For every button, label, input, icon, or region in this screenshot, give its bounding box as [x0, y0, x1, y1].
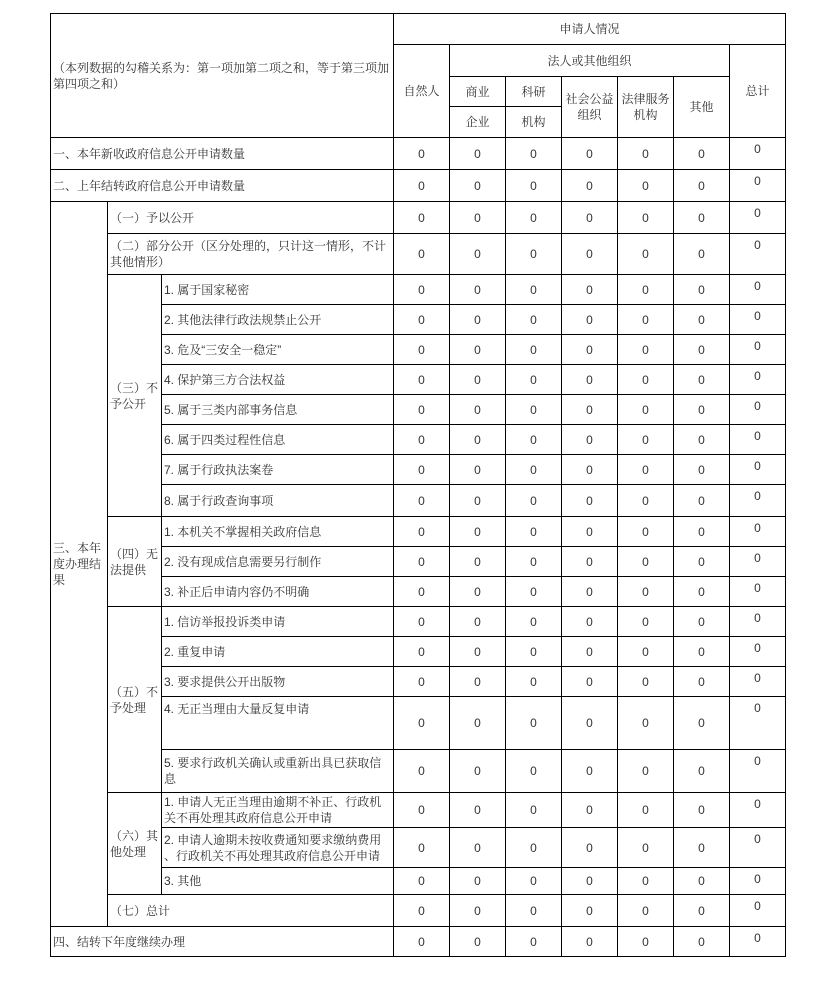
value-cell: 0: [393, 828, 449, 868]
header-public-welfare-org: 社会公益组织: [561, 77, 617, 138]
value-cell: 0: [449, 828, 505, 868]
note-cell: （本列数据的勾稽关系为：第一项加第二项之和，等于第三项加第四项之和）: [50, 14, 393, 138]
row-label: （七）总计: [107, 895, 393, 927]
value-cell: 0: [617, 275, 673, 305]
row-label: 一、本年新收政府信息公开申请数量: [50, 138, 393, 170]
row-label: 1. 信访举报投诉类申请: [161, 607, 393, 637]
value-cell: 0: [449, 170, 505, 202]
value-cell: 0: [449, 697, 505, 750]
value-cell: 0: [505, 517, 561, 547]
value-cell: 0: [505, 750, 561, 793]
value-cell: 0: [673, 895, 729, 927]
value-cell: 0: [617, 170, 673, 202]
total-value-cell: 0: [729, 517, 785, 547]
value-cell: 0: [449, 275, 505, 305]
header-legal-service-org: 法律服务机构: [617, 77, 673, 138]
table-row-carry-to-next-year: [50, 927, 785, 957]
value-cell: 0: [505, 275, 561, 305]
value-cell: 0: [505, 793, 561, 828]
value-cell: 0: [449, 234, 505, 275]
value-cell: 0: [561, 202, 617, 234]
value-cell: 0: [561, 138, 617, 170]
value-cell: 0: [505, 828, 561, 868]
value-cell: 0: [393, 547, 449, 577]
value-cell: 0: [393, 750, 449, 793]
value-cell: 0: [393, 895, 449, 927]
table-row: [50, 607, 785, 637]
value-cell: 0: [673, 547, 729, 577]
table-row: [50, 667, 785, 697]
value-cell: 0: [449, 607, 505, 637]
total-value-cell: 0: [729, 895, 785, 927]
value-cell: 0: [617, 517, 673, 547]
table-row: [50, 697, 785, 750]
value-cell: 0: [449, 202, 505, 234]
value-cell: 0: [617, 425, 673, 455]
value-cell: 0: [505, 335, 561, 365]
table-row: [50, 365, 785, 395]
value-cell: 0: [561, 793, 617, 828]
total-value-cell: 0: [729, 793, 785, 828]
value-cell: 0: [449, 667, 505, 697]
value-cell: 0: [505, 868, 561, 895]
value-cell: 0: [449, 517, 505, 547]
value-cell: 0: [673, 828, 729, 868]
row-label: 1. 本机关不掌握相关政府信息: [161, 517, 393, 547]
value-cell: 0: [505, 607, 561, 637]
header-total: 总计: [729, 45, 785, 138]
value-cell: 0: [561, 895, 617, 927]
table-row-new-requests: [50, 138, 785, 170]
value-cell: 0: [673, 455, 729, 485]
table-row: [50, 828, 785, 868]
value-cell: 0: [393, 793, 449, 828]
value-cell: 0: [561, 335, 617, 365]
value-cell: 0: [561, 305, 617, 335]
row-label: 2. 重复申请: [161, 637, 393, 667]
value-cell: 0: [617, 365, 673, 395]
value-cell: 0: [673, 425, 729, 455]
value-cell: 0: [617, 138, 673, 170]
table-row-granted: [50, 202, 785, 234]
value-cell: 0: [673, 750, 729, 793]
table-row-partially-public: [50, 234, 785, 275]
value-cell: 0: [617, 455, 673, 485]
value-cell: 0: [673, 637, 729, 667]
value-cell: 0: [449, 455, 505, 485]
group-label-other-processing: （六）其他处理: [107, 793, 161, 895]
value-cell: 0: [561, 455, 617, 485]
row-label: 7. 属于行政执法案卷: [161, 455, 393, 485]
value-cell: 0: [505, 667, 561, 697]
value-cell: 0: [505, 927, 561, 957]
value-cell: 0: [393, 365, 449, 395]
value-cell: 0: [393, 455, 449, 485]
total-value-cell: 0: [729, 547, 785, 577]
row-label: 5. 要求行政机关确认或重新出具已获取信息: [161, 750, 393, 793]
value-cell: 0: [449, 577, 505, 607]
value-cell: 0: [617, 202, 673, 234]
value-cell: 0: [561, 607, 617, 637]
table-row: [50, 395, 785, 425]
row-label: 2. 没有现成信息需要另行制作: [161, 547, 393, 577]
value-cell: 0: [393, 667, 449, 697]
total-value-cell: 0: [729, 455, 785, 485]
value-cell: 0: [673, 335, 729, 365]
group-label-unable-to-provide: （四）无法提供: [107, 517, 161, 607]
value-cell: 0: [561, 517, 617, 547]
row-label: 3. 补正后申请内容仍不明确: [161, 577, 393, 607]
row-label: 3. 要求提供公开出版物: [161, 667, 393, 697]
row-label: 2. 申请人逾期未按收费通知要求缴纳费用、行政机关不再处理其政府信息公开申请: [161, 828, 393, 868]
table-row: [50, 793, 785, 828]
value-cell: 0: [561, 395, 617, 425]
table-row: [50, 275, 785, 305]
table-row: [50, 637, 785, 667]
total-value-cell: 0: [729, 637, 785, 667]
value-cell: 0: [617, 667, 673, 697]
table-row-results-total: [50, 895, 785, 927]
value-cell: 0: [673, 365, 729, 395]
header-other: 其他: [673, 77, 729, 138]
table-row: [50, 305, 785, 335]
total-value-cell: 0: [729, 868, 785, 895]
value-cell: 0: [393, 425, 449, 455]
total-value-cell: 0: [729, 485, 785, 517]
table-row: [50, 485, 785, 517]
header-legal-or-other-org: 法人或其他组织: [449, 45, 729, 77]
row-label: 4. 无正当理由大量反复申请: [161, 697, 393, 750]
value-cell: 0: [393, 697, 449, 750]
value-cell: 0: [393, 637, 449, 667]
value-cell: 0: [673, 577, 729, 607]
row-label: 1. 申请人无正当理由逾期不补正、行政机关不再处理其政府信息公开申请: [161, 793, 393, 828]
value-cell: 0: [617, 868, 673, 895]
value-cell: 0: [561, 234, 617, 275]
value-cell: 0: [505, 395, 561, 425]
value-cell: 0: [393, 607, 449, 637]
value-cell: 0: [505, 547, 561, 577]
value-cell: 0: [449, 637, 505, 667]
row-label: 5. 属于三类内部事务信息: [161, 395, 393, 425]
value-cell: 0: [617, 305, 673, 335]
row-label: （二）部分公开（区分处理的，只计这一情形，不计其他情形）: [107, 234, 393, 275]
value-cell: 0: [617, 234, 673, 275]
row-label: 2. 其他法律行政法规禁止公开: [161, 305, 393, 335]
table-row: [50, 868, 785, 895]
value-cell: 0: [617, 637, 673, 667]
value-cell: 0: [617, 485, 673, 517]
value-cell: 0: [449, 927, 505, 957]
row-label: 1. 属于国家秘密: [161, 275, 393, 305]
table-row: [50, 455, 785, 485]
value-cell: 0: [673, 275, 729, 305]
header-applicant-info: 申请人情况: [393, 14, 785, 45]
value-cell: 0: [617, 697, 673, 750]
total-value-cell: 0: [729, 365, 785, 395]
value-cell: 0: [505, 697, 561, 750]
value-cell: 0: [393, 170, 449, 202]
value-cell: 0: [561, 547, 617, 577]
value-cell: 0: [505, 202, 561, 234]
row-label: 4. 保护第三方合法权益: [161, 365, 393, 395]
value-cell: 0: [449, 425, 505, 455]
value-cell: 0: [673, 607, 729, 637]
value-cell: 0: [673, 485, 729, 517]
value-cell: 0: [505, 365, 561, 395]
table-row: [50, 750, 785, 793]
value-cell: 0: [617, 607, 673, 637]
value-cell: 0: [617, 895, 673, 927]
value-cell: 0: [561, 868, 617, 895]
total-value-cell: 0: [729, 697, 785, 750]
value-cell: 0: [393, 485, 449, 517]
value-cell: 0: [617, 547, 673, 577]
total-value-cell: 0: [729, 927, 785, 957]
value-cell: 0: [393, 138, 449, 170]
header-research-institution-top: 科研: [505, 77, 561, 107]
total-value-cell: 0: [729, 607, 785, 637]
value-cell: 0: [561, 275, 617, 305]
group-label-not-processed: （五）不予处理: [107, 607, 161, 793]
value-cell: 0: [561, 485, 617, 517]
value-cell: 0: [673, 793, 729, 828]
total-value-cell: 0: [729, 750, 785, 793]
value-cell: 0: [505, 138, 561, 170]
value-cell: 0: [561, 637, 617, 667]
value-cell: 0: [449, 305, 505, 335]
value-cell: 0: [449, 547, 505, 577]
disclosure-table: [50, 13, 786, 957]
value-cell: 0: [673, 697, 729, 750]
value-cell: 0: [561, 750, 617, 793]
value-cell: 0: [505, 234, 561, 275]
value-cell: 0: [561, 697, 617, 750]
header-commercial-enterprise-top: 商业: [449, 77, 505, 107]
row-label: 二、上年结转政府信息公开申请数量: [50, 170, 393, 202]
total-value-cell: 0: [729, 138, 785, 170]
value-cell: 0: [449, 793, 505, 828]
value-cell: 0: [505, 455, 561, 485]
total-value-cell: 0: [729, 667, 785, 697]
total-value-cell: 0: [729, 275, 785, 305]
row-label: （一）予以公开: [107, 202, 393, 234]
table-row: [50, 577, 785, 607]
value-cell: 0: [617, 927, 673, 957]
value-cell: 0: [505, 485, 561, 517]
value-cell: 0: [393, 927, 449, 957]
value-cell: 0: [505, 577, 561, 607]
total-value-cell: 0: [729, 828, 785, 868]
value-cell: 0: [673, 927, 729, 957]
total-value-cell: 0: [729, 395, 785, 425]
table-row: [50, 335, 785, 365]
row-label: 四、结转下年度继续办理: [50, 927, 393, 957]
total-value-cell: 0: [729, 335, 785, 365]
value-cell: 0: [449, 395, 505, 425]
total-value-cell: 0: [729, 577, 785, 607]
value-cell: 0: [617, 793, 673, 828]
value-cell: 0: [393, 868, 449, 895]
value-cell: 0: [505, 305, 561, 335]
value-cell: 0: [505, 170, 561, 202]
value-cell: 0: [505, 895, 561, 927]
value-cell: 0: [673, 138, 729, 170]
value-cell: 0: [449, 365, 505, 395]
value-cell: 0: [673, 170, 729, 202]
value-cell: 0: [449, 485, 505, 517]
value-cell: 0: [561, 170, 617, 202]
value-cell: 0: [449, 750, 505, 793]
value-cell: 0: [505, 637, 561, 667]
value-cell: 0: [673, 202, 729, 234]
value-cell: 0: [393, 234, 449, 275]
total-value-cell: 0: [729, 305, 785, 335]
row-label: 3. 危及“三安全一稳定”: [161, 335, 393, 365]
table-row-carried-over: [50, 170, 785, 202]
value-cell: 0: [393, 305, 449, 335]
total-value-cell: 0: [729, 202, 785, 234]
header-row-1: [50, 14, 785, 45]
value-cell: 0: [393, 577, 449, 607]
row-label: 8. 属于行政查询事项: [161, 485, 393, 517]
value-cell: 0: [449, 335, 505, 365]
row-label: 3. 其他: [161, 868, 393, 895]
row-label: 6. 属于四类过程性信息: [161, 425, 393, 455]
header-natural-person: 自然人: [393, 45, 449, 138]
table-row: [50, 517, 785, 547]
value-cell: 0: [561, 828, 617, 868]
header-commercial-enterprise-bottom: 企业: [449, 107, 505, 138]
value-cell: 0: [393, 395, 449, 425]
total-value-cell: 0: [729, 425, 785, 455]
value-cell: 0: [673, 305, 729, 335]
value-cell: 0: [393, 335, 449, 365]
section-label-results: 三、本年度办理结果: [50, 202, 107, 927]
value-cell: 0: [449, 895, 505, 927]
value-cell: 0: [673, 234, 729, 275]
value-cell: 0: [505, 425, 561, 455]
value-cell: 0: [673, 395, 729, 425]
value-cell: 0: [561, 365, 617, 395]
value-cell: 0: [617, 335, 673, 365]
value-cell: 0: [393, 275, 449, 305]
value-cell: 0: [393, 202, 449, 234]
value-cell: 0: [673, 517, 729, 547]
value-cell: 0: [561, 577, 617, 607]
value-cell: 0: [617, 750, 673, 793]
value-cell: 0: [673, 667, 729, 697]
table-row: [50, 547, 785, 577]
total-value-cell: 0: [729, 234, 785, 275]
value-cell: 0: [673, 868, 729, 895]
value-cell: 0: [449, 868, 505, 895]
total-value-cell: 0: [729, 170, 785, 202]
table-row: [50, 425, 785, 455]
value-cell: 0: [561, 927, 617, 957]
value-cell: 0: [393, 517, 449, 547]
value-cell: 0: [617, 395, 673, 425]
value-cell: 0: [561, 667, 617, 697]
group-label-not-public: （三）不予公开: [107, 275, 161, 517]
value-cell: 0: [617, 577, 673, 607]
value-cell: 0: [561, 425, 617, 455]
value-cell: 0: [617, 828, 673, 868]
value-cell: 0: [449, 138, 505, 170]
header-research-institution-bottom: 机构: [505, 107, 561, 138]
